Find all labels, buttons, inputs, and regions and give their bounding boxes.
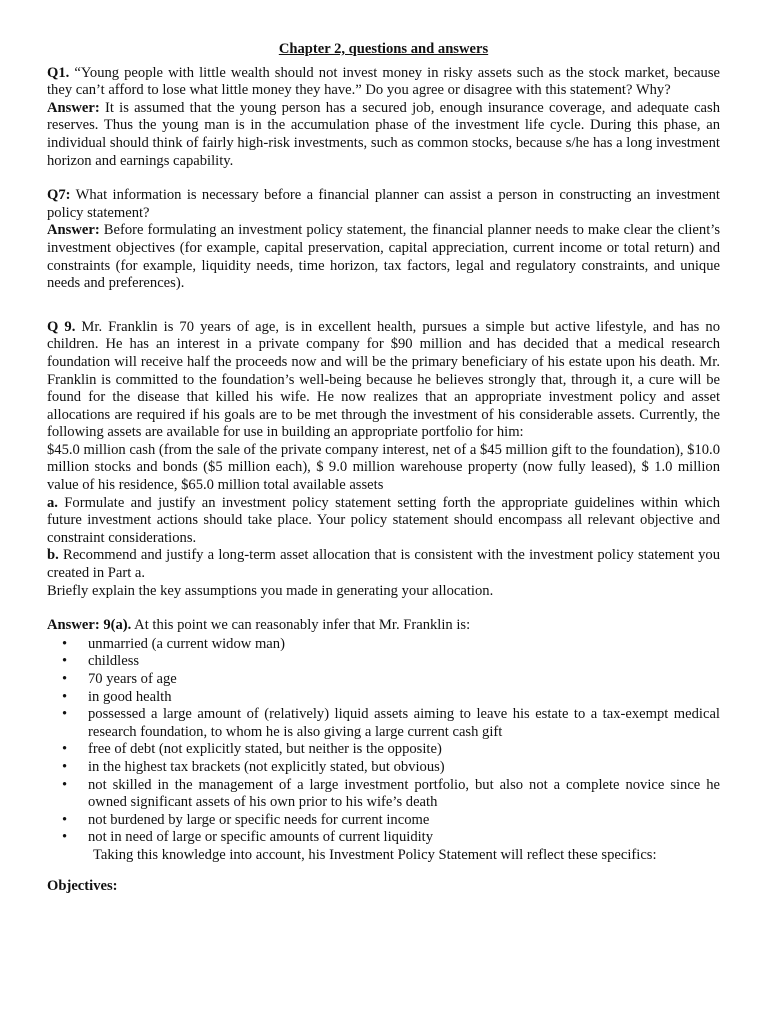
list-item-text: unmarried (a current widow man)	[88, 635, 285, 652]
question-9-part-a	[47, 495, 720, 548]
list-item	[47, 812, 720, 830]
answer-7-body: Before formulating an investment policy statement, the financial planner needs to make clear the client’s investment objectives (for example, capital preservation, capital appreciation, current income or total return) and constraints (for example, liquidity needs, time horizon, tax factors, legal and regulatory constraints, and unique needs and preferences).	[47, 222, 720, 292]
question-1-label: Q1.	[47, 64, 70, 81]
answer-7-label: Answer:	[47, 222, 100, 239]
question-7-body: What information is necessary before a financial planner can assist a person in constructing an investment policy statement?	[47, 187, 720, 221]
list-item	[47, 636, 720, 654]
question-1-text	[47, 65, 720, 100]
bullet-icon: •	[62, 635, 68, 652]
question-9-label: Q 9.	[47, 318, 76, 335]
question-9-body: Mr. Franklin is 70 years of age, is in excellent health, pursues a simple but active lifestyle, and has no children. He has an interest in a private company for $90 million and has decided that a medical research foundation will receive half the proceeds now and will be the primary beneficiary of his estate upon his death. Mr. Franklin is committed to the foundation’s well-being because he believes strongly that, through it, a cure will be found for the disease that killed his wife. He now realizes that an appropriate investment policy and asset allocations are required if his goals are to be met through the investment of his considerable assets. Currently, the following assets are available for use in building an appropriate portfolio for him:	[47, 318, 721, 441]
part-b-body: Recommend and justify a long-term asset allocation that is consistent with the investment policy statement you created in Part a.	[47, 547, 720, 582]
question-9-text	[47, 319, 720, 442]
bullet-icon: •	[62, 653, 68, 670]
question-9-assets: $45.0 million cash (from the sale of the private company interest, net of a $45 million gift to the foundation), $10.0 million stocks and bonds ($5 million each), $ 9.0 million warehouse property (now fully leased), $ 1.0 million value of his residence, $65.0 million total available assets	[47, 441, 720, 494]
question-7-text	[47, 187, 720, 222]
list-item	[47, 671, 720, 689]
question-1	[47, 65, 720, 171]
bullet-icon: •	[62, 758, 68, 775]
answer-9-label: Answer: 9(a).	[47, 617, 132, 634]
list-item-text: not in need of large or specific amounts of current liquidity	[88, 829, 434, 846]
part-b-label: b.	[47, 547, 59, 564]
answer-9-closing: Taking this knowledge into account, his Investment Policy Statement will reflect these specifics:	[93, 846, 657, 863]
question-9-briefly: Briefly explain the key assumptions you made in generating your allocation.	[47, 582, 494, 599]
list-item-text: 70 years of age	[88, 671, 177, 687]
bullet-icon: •	[62, 811, 68, 828]
bullet-icon: •	[62, 829, 68, 846]
assumption-list	[47, 636, 720, 847]
list-item-text: in the highest tax brackets (not explicitly stated, but obvious)	[88, 758, 445, 775]
question-9-part-b	[47, 547, 720, 582]
answer-9	[47, 617, 720, 895]
bullet-icon: •	[62, 776, 68, 793]
part-a-body: Formulate and justify an investment policy statement setting forth the appropriate guidelines within which future investment actions should take place. Your policy statement should encompass all relevant objective and constraint considerations.	[47, 494, 720, 546]
bullet-icon: •	[62, 688, 68, 705]
list-item-text: in good health	[88, 688, 172, 705]
part-a-label: a.	[47, 494, 58, 511]
question-7	[47, 187, 720, 293]
answer-9-intro-text: At this point we can reasonably infer that Mr. Franklin is:	[131, 617, 471, 634]
list-item-text: possessed a large amount of (relatively) liquid assets aiming to leave his estate to a tax-exempt medical research foundation, to whom he is also giving a large current cash gift	[88, 706, 720, 740]
question-7-label: Q7:	[47, 187, 71, 204]
answer-1-text	[47, 100, 720, 170]
list-item	[47, 706, 720, 741]
answer-1-label: Answer:	[47, 99, 100, 116]
bullet-icon: •	[62, 671, 68, 687]
answer-1-body: It is assumed that the young person has a secured job, enough insurance coverage, and adequate cash reserves. Thus the young man is in the accumulation phase of the investment life cycle. During this phase, an individual should think of fairly high-risk investments, such as common stocks, because s/he has a long investment horizon and earnings capability.	[47, 99, 720, 169]
list-item	[47, 741, 720, 759]
list-item-text: not skilled in the management of a large investment portfolio, but also not a complete novice since he owned significant assets of his own prior to his wife’s death	[88, 776, 720, 811]
page-title: Chapter 2, questions and answers	[278, 41, 489, 57]
list-item	[47, 759, 720, 777]
list-item	[47, 777, 720, 812]
list-item	[47, 653, 720, 671]
answer-9-intro	[47, 617, 720, 635]
objectives-heading: Objectives:	[47, 877, 118, 894]
question-9	[47, 319, 720, 601]
answer-7-text	[47, 222, 720, 292]
bullet-icon: •	[62, 706, 68, 723]
list-item-text: not burdened by large or specific needs for current income	[88, 811, 430, 828]
list-item-text: free of debt (not explicitly stated, but neither is the opposite)	[88, 741, 442, 758]
bullet-icon: •	[62, 741, 68, 758]
list-item	[47, 689, 720, 707]
list-item	[47, 829, 720, 847]
list-item-text: childless	[88, 653, 140, 670]
question-1-body: “Young people with little wealth should not invest money in risky assets such as the stock market, because they can’t afford to lose what little money they have.” Do you agree or disagree with this statement? Why?	[47, 64, 720, 99]
